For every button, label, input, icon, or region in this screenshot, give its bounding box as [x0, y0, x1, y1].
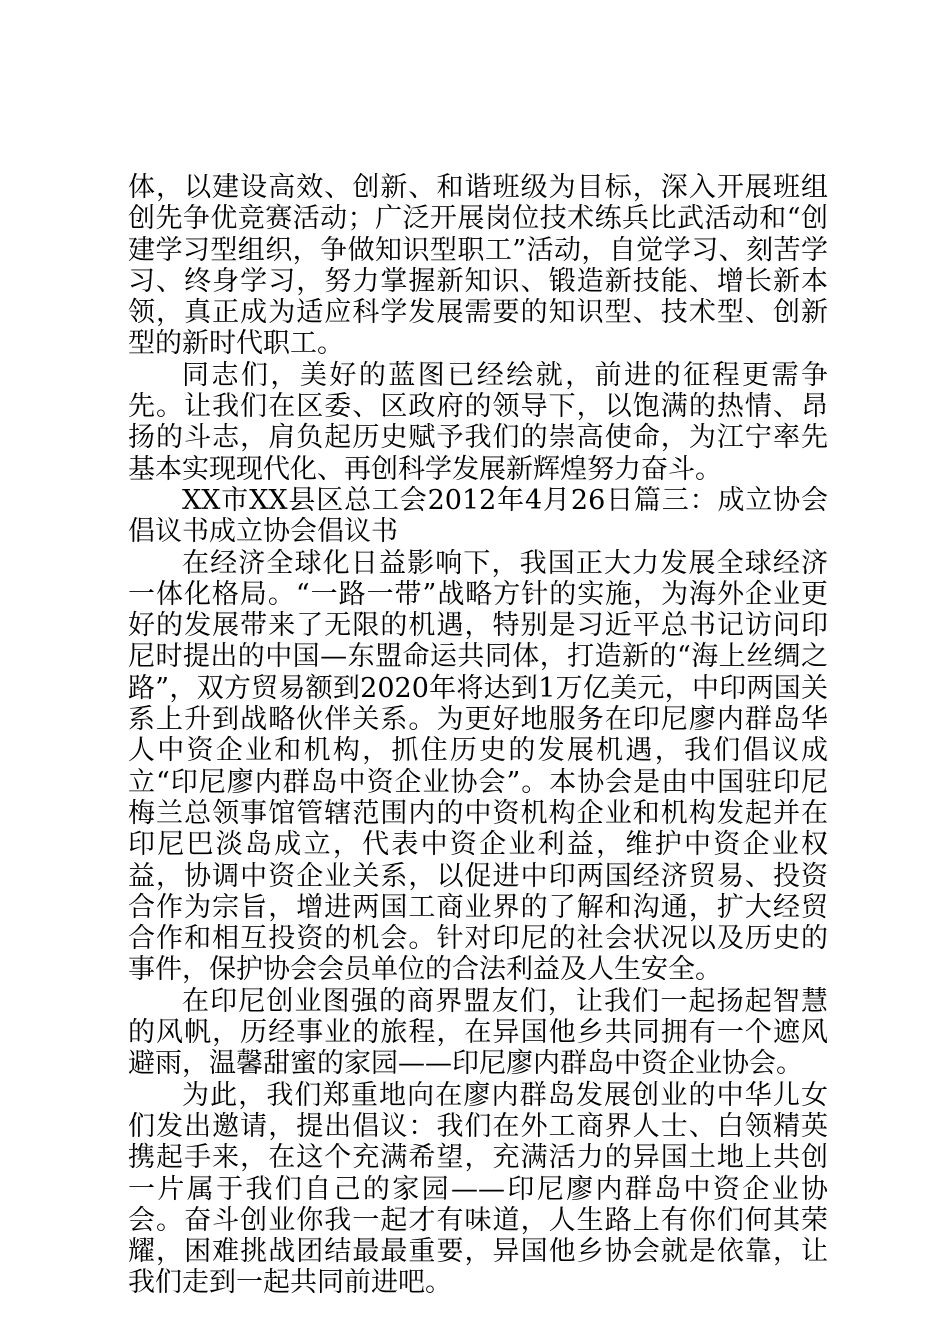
- paragraph-invitation: 为此，我们郑重地向在廖内群岛发展创业的中华儿女们发出邀请，提出倡议：我们在外工商界人士、白领精英携起手来，在这个充满希望，充满活力的异国土地上共创一片属于我们自己的家园——印尼廖内群岛中资企业协会。奋斗创业你我一起才有味道，人生路上有你们何其荣耀，困难挑战团结最最重要，异国他乡协会就是依靠，让我们走到一起共同前进吧。: [128, 1079, 828, 1299]
- document-body: [128, 172, 828, 1299]
- paragraph-closing-appeal: 同志们，美好的蓝图已经绘就，前进的征程更需争先。让我们在区委、区政府的领导下，以饱满的热情、昂扬的斗志，肩负起历史赋予我们的崇高使命，为江宁率先基本实现现代化、再创科学发展新辉煌努力奋斗。: [128, 359, 828, 485]
- paragraph-business-allies: 在印尼创业图强的商界盟友们，让我们一起扬起智慧的风帆，历经事业的旅程，在异国他乡共同拥有一个遮风避雨，温馨甜蜜的家园——印尼廖内群岛中资企业协会。: [128, 985, 828, 1080]
- paragraph-signature-and-heading: XX市XX县区总工会2012年4月26日篇三：成立协会倡议书成立协会倡议书: [128, 484, 828, 548]
- paragraph-proposal-intro: 在经济全球化日益影响下，我国正大力发展全球经济一体化格局。“一路一带”战略方针的实施，为海外企业更好的发展带来了无限的机遇，特别是习近平总书记访问印尼时提出的中国—东盟命运共同体，打造新的“海上丝绸之路”，双方贸易额到2020年将达到1万亿美元，中印两国关系上升到战略伙伴关系。为更好地服务在印尼廖内群岛华人中资企业和机构，抓住历史的发展机遇，我们倡议成立“印尼廖内群岛中资企业协会”。本协会是由中国驻印尼梅兰总领事馆管辖范围内的中资机构企业和机构发起并在印尼巴淡岛成立，代表中资企业利益，维护中资企业权益，协调中资企业关系，以促进中印两国经济贸易、投资合作为宗旨，增进两国工商业界的了解和沟通，扩大经贸合作和相互投资的机会。针对印尼的社会状况以及历史的事件，保护协会会员单位的合法利益及人生安全。: [128, 547, 828, 986]
- paragraph-continuation: 体，以建设高效、创新、和谐班级为目标，深入开展班组创先争优竞赛活动；广泛开展岗位技术练兵比武活动和“创建学习型组织，争做知识型职工”活动，自觉学习、刻苦学习、终身学习，努力掌握新知识、锻造新技能、增长新本领，真正成为适应科学发展需要的知识型、技术型、创新型的新时代职工。: [128, 172, 828, 360]
